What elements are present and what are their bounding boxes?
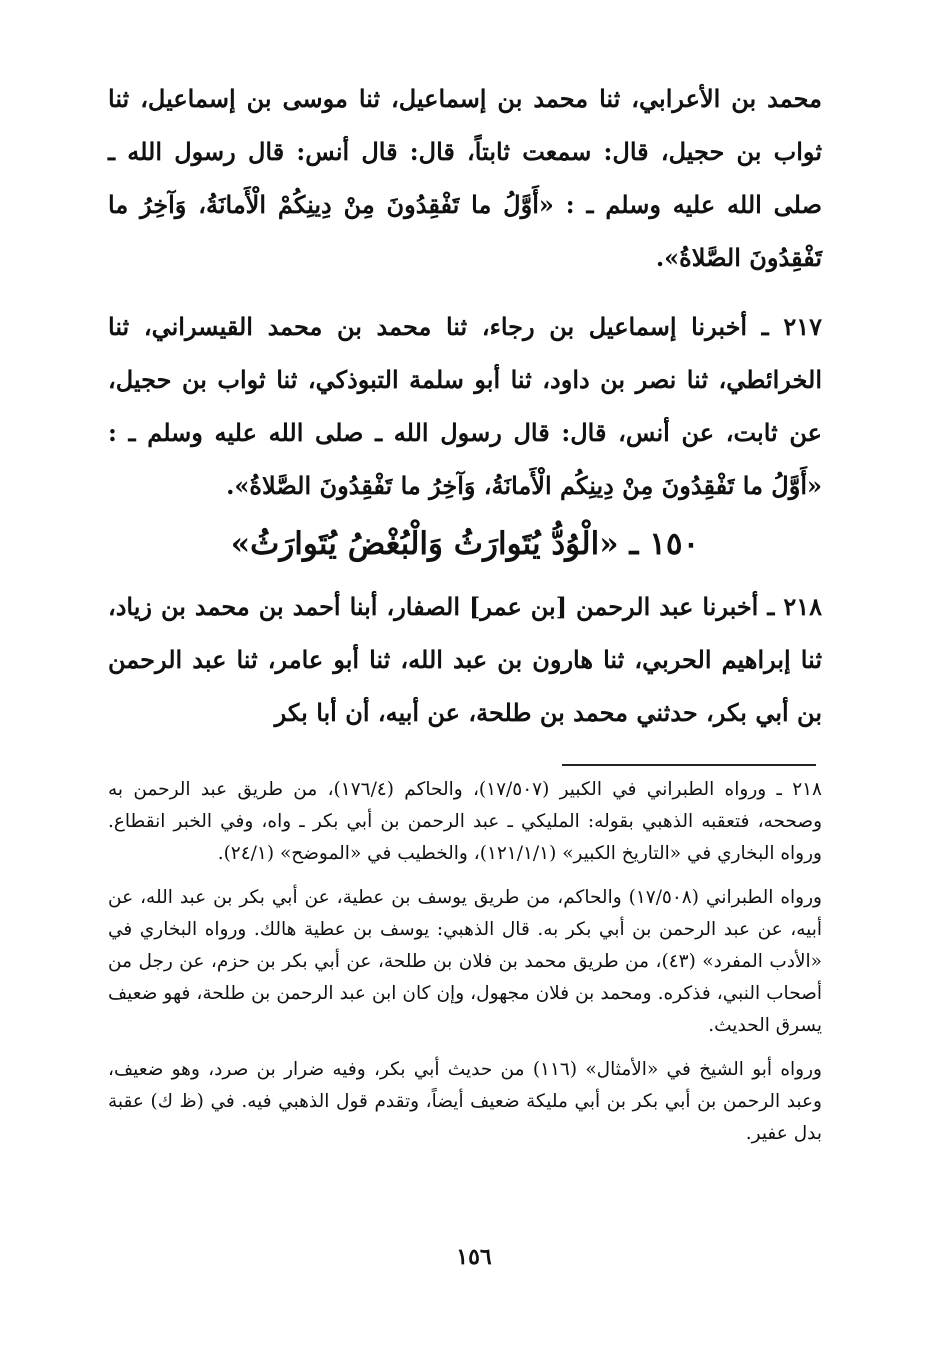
- footnote-divider: [562, 764, 816, 766]
- footnote-paragraph-3: ورواه أبو الشيخ في «الأمثال» (١١٦) من حديث أبي بكر، وفيه ضرار بن صرد، وهو ضعيف، وعبد الرحمن بن أبي بكر بن أبي مليكة ضعيف أيضاً، وتقدم قول الذهبي فيه. في (ظ ك) عقبة بدل عفير.: [108, 1059, 822, 1144]
- hadith-paragraph-continued: محمد بن الأعرابي، ثنا محمد بن إسماعيل، ثنا موسى بن إسماعيل، ثنا ثواب بن حجيل، قال: سمعت ثابتاً، قال: قال أنس: قال رسول الله ـ صلى الله عليه وسلم ـ : «أَوَّلُ ما تَفْقِدُونَ مِنْ دِينِكُمْ الْأَمانَةُ، وَآخِرُ ما تَفْقِدُونَ الصَّلاةُ».: [108, 84, 822, 272]
- footnote-paragraph-2: ورواه الطبراني (١٧/٥٠٨) والحاكم، من طريق يوسف بن عطية، عن أبي بكر بن عبد الله، عن أبيه، عن عبد الرحمن بن أبي بكر به. قال الذهبي: يوسف بن عطية هالك. ورواه البخاري في «الأدب المفرد» (٤٣)، من طريق محمد بن فلان بن طلحة، عن أبي بكر بن حزم، عن رجل من أصحاب النبي، فذكره. ومحمد بن فلان مجهول، وإن كان ابن عبد الرحمن بن طلحة، فهو ضعيف يسرق الحديث.: [108, 887, 822, 1036]
- main-text: [108, 72, 822, 739]
- page-number: ١٥٦: [456, 1244, 492, 1270]
- chapter-heading-150: ١٥٠ ـ «الْوُدُّ يُتَوارَثُ وَالْبُغْضُ يُتَوارَثُ»: [230, 526, 700, 562]
- footnote-218: ٢١٨ ـ ورواه الطبراني في الكبير (١٧/٥٠٧)، والحاكم (١٧٦/٤)، من طريق عبد الرحمن به وصححه، فتعقبه الذهبي بقوله: المليكي ـ عبد الرحمن بن أبي بكر ـ واه، وفي الخبر انقطاع. ورواه البخاري في «التاريخ الكبير» (١٢١/١/١)، والخطيب في «الموضح» (٢٤/١).: [108, 779, 822, 864]
- footnotes: [108, 774, 822, 1150]
- hadith-paragraph-218: ٢١٨ ـ أخبرنا عبد الرحمن [بن عمر] الصفار، أبنا أحمد بن محمد بن زياد، ثنا إبراهيم الحربي، ثنا هارون بن عبد الله، ثنا أبو عامر، ثنا عبد الرحمن بن أبي بكر، حدثني محمد بن طلحة، عن أبيه، أن أبا بكر: [108, 592, 822, 727]
- hadith-paragraph-217: ٢١٧ ـ أخبرنا إسماعيل بن رجاء، ثنا محمد بن محمد القيسراني، ثنا الخرائطي، ثنا نصر بن داود، ثنا أبو سلمة التبوذكي، ثنا ثواب بن حجيل، عن ثابت، عن أنس، قال: قال رسول الله ـ صلى الله عليه وسلم ـ : «أَوَّلُ ما تَفْقِدُونَ مِنْ دِينِكُم الْأَمانَةُ، وَآخِرُ ما تَفْقِدُونَ الصَّلاةُ».: [108, 312, 822, 500]
